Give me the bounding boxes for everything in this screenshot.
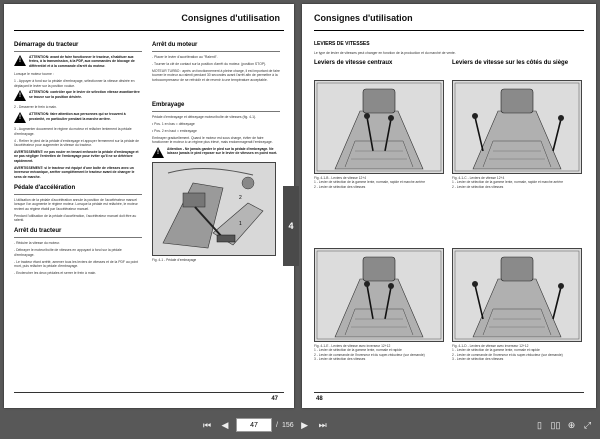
figure-caption: Fig. 4-1-E - Leviers de vitesse avec inverseur 12+12 1 - Levier de sélection de la gamme lente, normale et rapide 2 - Levier de commande de l'inverseur et du super-réducteur (sur demande) 3 - Levier de sélection des vitesses — [314, 344, 425, 361]
figure-clutch-pedal — [152, 162, 276, 256]
section-title-pedale: Pédale d'accélération — [14, 185, 142, 195]
header-rule — [14, 30, 284, 31]
paragraph: L'utilisation de la pédale d'accélération annule la position de l'accélérateur manuel lorsque l'on augmente le régime moteur. Lorsque la pédale est relâchée, le moteur revient au régime établi par l'accélérateur manuel. — [14, 197, 138, 211]
fullscreen-button[interactable] — [581, 418, 594, 432]
double-page-view-button[interactable] — [549, 418, 562, 432]
figure-caption: Fig. 4-1-B - Leviers de vitesse 12+4 1 - Levier de sélection de la gamme lente, normale, rapide et marche arrière 2 - Levier de sélection des vitesses — [314, 176, 426, 189]
zoom-button[interactable] — [565, 418, 578, 432]
page-header-title: Consignes d'utilisation — [181, 13, 280, 23]
figure-image — [314, 248, 444, 342]
paragraph: 4 - Retirer le pied de la pédale d'embrayage et appuyer fermement sur la pédale de l'accélérateur pour augmenter la vitesse du tracteur. — [14, 138, 140, 148]
warning-icon — [14, 112, 26, 123]
page-47 — [4, 4, 294, 408]
viewer-toolbar — [0, 411, 600, 439]
figure-image — [314, 80, 444, 174]
total-pages: 156 — [281, 421, 294, 429]
gear-lever-figure — [314, 248, 444, 361]
paragraph: • Pos. 2 en haut = embrayage — [152, 128, 197, 133]
page-number-input[interactable] — [236, 418, 272, 432]
paragraph: AVERTISSEMENT: ne pas rouler en tenant enfoncée la pédale d'embrayage et ne pas négliger l'entretien de l'embrayage pour éviter qu'il ne se détériore rapidement. — [14, 149, 139, 163]
chapter-tab: 4 — [283, 186, 299, 266]
paragraph: - Débrayer le moteur/boîte de vitesses en appuyant à fond sur la pédale d'embrayage. — [14, 248, 122, 257]
page-header-title: Consignes d'utilisation — [314, 13, 413, 23]
warning-block — [14, 112, 142, 123]
svg-text:1: 1 — [239, 221, 242, 228]
section-title-leviers: LEVIERS DE VITESSES — [314, 41, 370, 47]
first-page-icon: ⏮ — [202, 419, 212, 430]
paragraph: Embrayer graduellement. Quand le moteur est sous charge, éviter de faire fonctionner le moteur à un régime plus élevé, mais endommagerait l'embrayage. — [152, 135, 273, 145]
col-title-side: Leviers de vitesse sur les côtés du siège — [452, 60, 569, 66]
next-page-icon: ▶ — [301, 419, 309, 430]
figure-image — [452, 80, 582, 174]
double-page-icon: ▯▯ — [550, 419, 561, 430]
page-number: 48 — [316, 396, 323, 402]
warning-icon — [152, 147, 164, 158]
warning-block — [152, 147, 280, 158]
previous-page-icon: ◀ — [221, 419, 229, 430]
gear-lever-figure — [314, 80, 444, 189]
gear-lever-figure — [452, 80, 582, 189]
paragraph: 1 - Appuyer à fond sur la pédale d'embrayage, sélectionner la vitesse désirée en déplaçant le levier sur la position voulue. — [14, 79, 135, 88]
intro-text: Le type de levier de vitesses peut changer en fonction de la production et du marché de vente. — [314, 51, 456, 55]
warning-block — [14, 90, 142, 101]
right-column — [152, 42, 280, 262]
view-controls — [533, 418, 594, 432]
paragraph: MOTEUR TURBO : après un fonctionnement à pleine charge, il est important de faire tourner le moteur au ralenti pendant 30 secondes avant l'arrêt afin de permettre à la turbocompresseur de se refroidir et de revenir à une température acceptable. — [152, 68, 280, 82]
section-title-demarrage: Démarrage du tracteur — [14, 42, 142, 52]
paragraph: - Tourner la clé de contact sur la position d'arrêt du moteur. (position STOP). — [152, 61, 267, 66]
gear-lever-illustration — [453, 249, 581, 341]
section-title-embrayage: Embrayage — [152, 102, 280, 112]
intro-block — [314, 41, 582, 58]
single-page-icon: ▯ — [537, 419, 542, 430]
page-number: 47 — [271, 396, 278, 402]
previous-page-button[interactable] — [218, 418, 232, 432]
first-page-button[interactable] — [200, 418, 214, 432]
paragraph: - Placer le levier d'accélération au "Ralenti". — [152, 55, 218, 59]
svg-text:2: 2 — [239, 195, 242, 202]
paragraph: - Enclencher les deux pédales et serrer le frein à main. — [14, 270, 97, 275]
page-separator: / — [276, 421, 278, 429]
paragraph: • Pos. 1 en bas = débrayage — [152, 121, 195, 126]
gear-lever-figure — [452, 248, 582, 361]
warning-icon — [14, 90, 26, 101]
page-48 — [302, 4, 596, 408]
next-page-button[interactable] — [298, 418, 312, 432]
paragraph: 3 - Augmenter doucement le régime du moteur et relâcher lentement la pédale d'embrayage. — [14, 127, 132, 136]
figure-image — [452, 248, 582, 342]
paragraph: - Le tracteur étant arrêté, amener tous les leviers de vitesses et de la PDF au point mort, puis relâcher la pédale d'embrayage. — [14, 259, 139, 269]
warning-text: ATTENTION: faire attention aux personnes qui se trouvent à proximité, en particulier pendant la marche arrière. — [29, 112, 126, 121]
paragraph: Pendant l'utilisation de la pédale d'accélération, l'accélérateur manuel doit être au ralenti. — [14, 213, 137, 223]
page-navigation — [200, 418, 330, 432]
gear-lever-illustration — [453, 81, 581, 173]
footer-rule — [314, 392, 584, 393]
section-title-arret-tracteur: Arrêt du tracteur — [14, 228, 142, 238]
last-page-icon: ⏭ — [318, 419, 327, 430]
footer-rule — [14, 392, 284, 393]
gear-lever-illustration — [315, 249, 443, 341]
single-page-view-button[interactable] — [533, 418, 546, 432]
section-title-arret-moteur: Arrêt du moteur — [152, 42, 280, 52]
left-column — [14, 42, 142, 278]
paragraph: 2 - Desserrer le frein à main. — [14, 105, 57, 110]
fullscreen-icon: ⤢ — [583, 419, 592, 430]
warning-block — [14, 55, 142, 68]
figure-caption: Fig. 4-1-C - Leviers de vitesse 12+4 1 - Levier de sélection de la gamme lente, normale, rapide et marche arrière 2 - Levier de sélection des vitesses — [452, 176, 564, 189]
warning-text: ATTENTION: avant de faire fonctionner le tracteur, s'habituer aux freins, à la transmission, à la PDF, aux commandes de blocage de différentiel et à la commande d'arrêt du moteur. — [29, 55, 135, 68]
paragraph: Lorsque le moteur tourne : — [14, 72, 54, 77]
paragraph: AVERTISSEMENT: si le tracteur est équipé d'une boîte de vitesses avec un inverseur mécanique, arrêter complètement le tracteur avant de changer le sens de marche. — [14, 165, 135, 179]
paragraph: Pédale d'embrayage et débrayage moteur/boîte de vitesses (fig. 4-1). — [152, 115, 257, 120]
zoom-icon: ⊕ — [567, 419, 576, 430]
col-title-central: Leviers de vitesse centraux — [314, 60, 393, 66]
warning-text: Attention - Ne jamais garder le pied sur la pédale d'embrayage. Ne laissez jamais le pied reposer sur le levier de vitesses en point mort. — [167, 147, 278, 156]
paragraph: - Réduire la vitesse du moteur. — [14, 241, 60, 246]
last-page-button[interactable] — [316, 418, 330, 432]
clutch-pedal-illustration — [153, 163, 275, 255]
figure-caption: Fig. 4-1 - Pédale d'embrayage — [152, 258, 197, 263]
gear-lever-illustration — [315, 81, 443, 173]
warning-icon — [14, 55, 26, 66]
warning-text: ATTENTION: contrôler que le levier de sélection vitesse avant/arrière se trouve sur la position désirée. — [29, 90, 140, 99]
figure-caption: Fig. 4-1-D - Leviers de vitesse avec inverseur 12+12 1 - Levier de sélection de la gamme lente, normale et rapide 2 - Levier de commande de l'inverseur et du super-réducteur (sur demande) 3 - Levier de sélection des vitesses — [452, 344, 563, 361]
header-rule — [314, 30, 584, 31]
